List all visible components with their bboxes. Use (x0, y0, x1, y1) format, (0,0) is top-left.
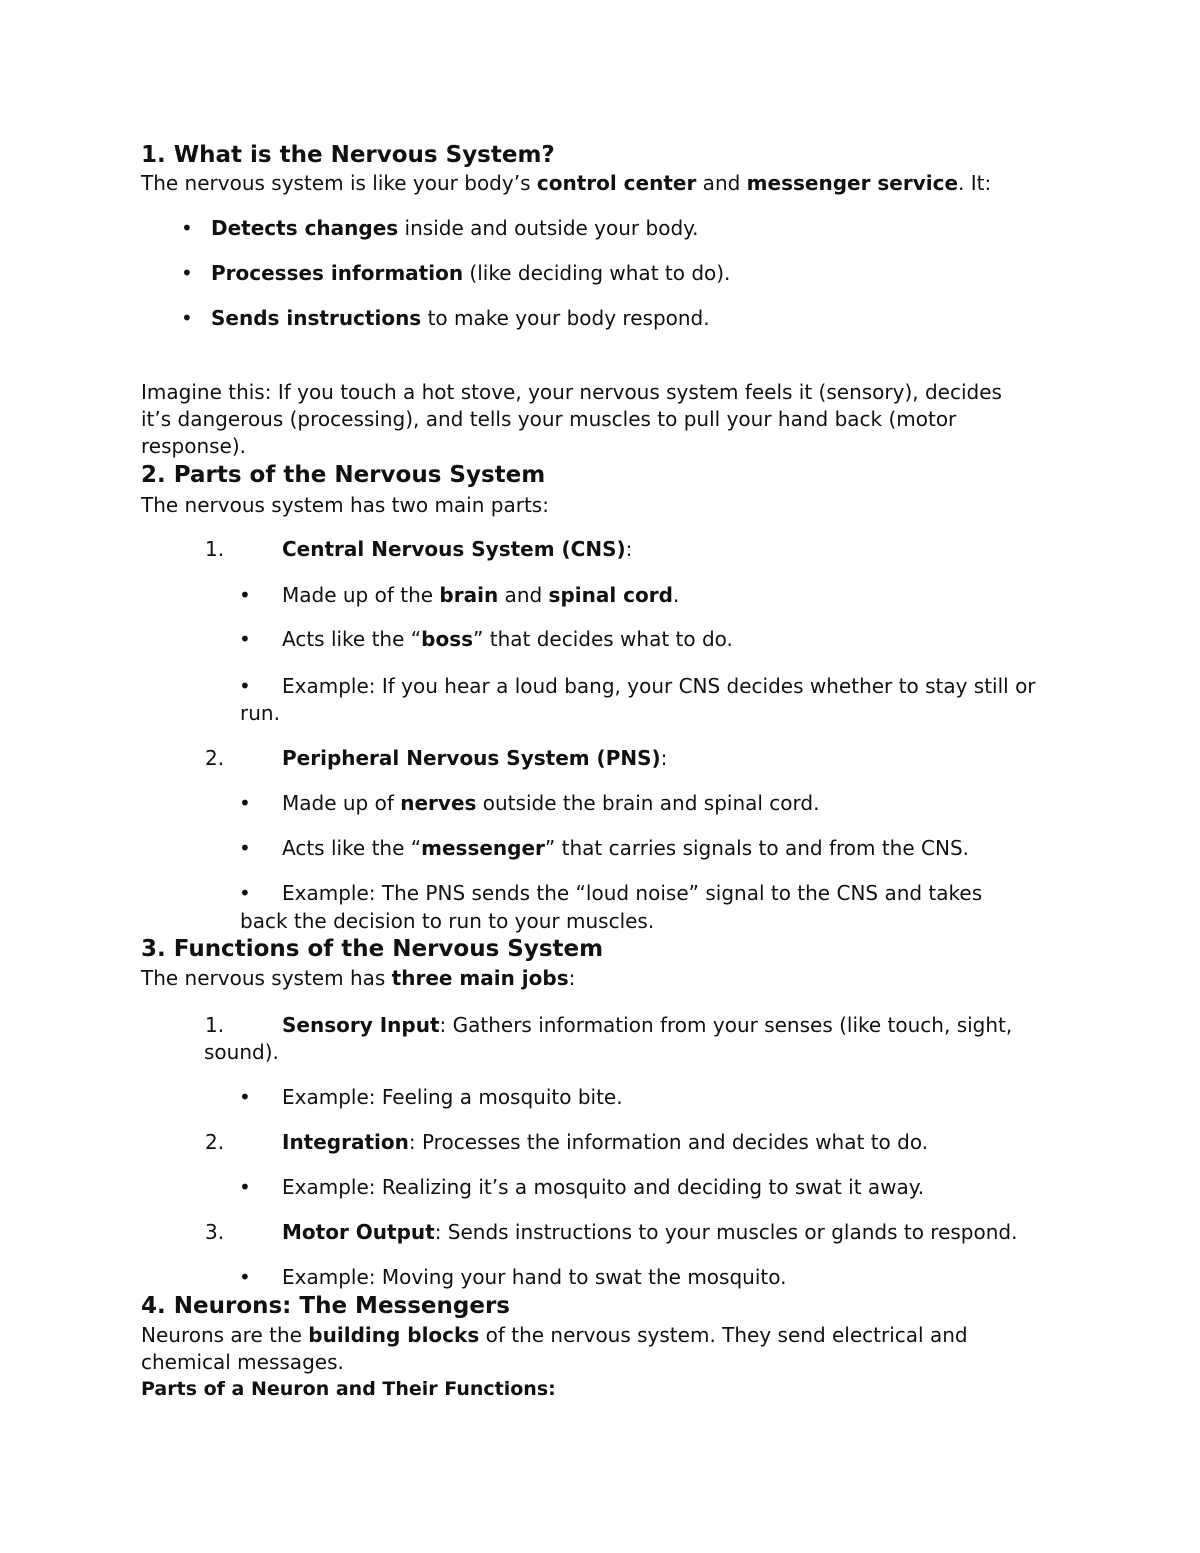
list-item-cont: sound). (204, 1040, 279, 1064)
cns-title: Central Nervous System (CNS): (282, 537, 633, 561)
list-item: Detects changes inside and outside your body. (211, 216, 699, 240)
section-3-heading: 3. Functions of the Nervous System (141, 936, 604, 962)
pns-title: Peripheral Nervous System (PNS): (282, 746, 668, 770)
bullet-icon: • (181, 306, 193, 330)
list-item: Integration: Processes the information and decides what to do. (282, 1130, 929, 1154)
section-4-heading: 4. Neurons: The Messengers (141, 1293, 510, 1319)
section-4-intro: Neurons are the building blocks of the nervous system. They send electrical and (141, 1323, 968, 1347)
list-item-cont: run. (240, 701, 280, 725)
bullet-icon: • (239, 627, 251, 651)
bullet-icon: • (239, 836, 251, 860)
list-item: Acts like the “boss” that decides what to do. (282, 627, 733, 651)
neuron-parts-subheading: Parts of a Neuron and Their Functions: (141, 1378, 556, 1400)
bullet-icon: • (239, 791, 251, 815)
bullet-icon: • (239, 674, 251, 698)
list-item: Example: Feeling a mosquito bite. (282, 1085, 623, 1109)
section-1-heading: 1. What is the Nervous System? (141, 142, 555, 168)
imagine-line: Imagine this: If you touch a hot stove, your nervous system feels it (sensory), decides (141, 380, 1002, 404)
list-item: Example: Realizing it’s a mosquito and deciding to swat it away. (282, 1175, 925, 1199)
list-item: Acts like the “messenger” that carries signals to and from the CNS. (282, 836, 969, 860)
list-number: 1. (205, 537, 225, 561)
list-number: 2. (205, 746, 225, 770)
bullet-icon: • (181, 216, 193, 240)
section-3-intro: The nervous system has three main jobs: (141, 966, 576, 990)
list-item: Example: The PNS sends the “loud noise” signal to the CNS and takes (282, 881, 983, 905)
section-2-intro: The nervous system has two main parts: (141, 493, 549, 517)
list-number: 2. (205, 1130, 225, 1154)
list-item: Motor Output: Sends instructions to your muscles or glands to respond. (282, 1220, 1018, 1244)
list-item: Made up of nerves outside the brain and spinal cord. (282, 791, 820, 815)
list-item: Sends instructions to make your body respond. (211, 306, 710, 330)
section-2-heading: 2. Parts of the Nervous System (141, 462, 546, 488)
list-item: Example: If you hear a loud bang, your CNS decides whether to stay still or (282, 674, 1036, 698)
bullet-icon: • (181, 261, 193, 285)
bullet-icon: • (239, 583, 251, 607)
list-number: 1. (205, 1013, 225, 1037)
bullet-icon: • (239, 881, 251, 905)
list-item: Sensory Input: Gathers information from your senses (like touch, sight, (282, 1013, 1013, 1037)
imagine-line: it’s dangerous (processing), and tells your muscles to pull your hand back (motor (141, 407, 957, 431)
section-1-intro: The nervous system is like your body’s control center and messenger service. It: (141, 171, 992, 195)
list-item: Processes information (like deciding what to do). (211, 261, 731, 285)
section-4-intro-cont: chemical messages. (141, 1350, 344, 1374)
bullet-icon: • (239, 1175, 251, 1199)
imagine-line: response). (141, 434, 246, 458)
bullet-icon: • (239, 1085, 251, 1109)
list-item-cont: back the decision to run to your muscles. (240, 909, 655, 933)
list-item: Example: Moving your hand to swat the mosquito. (282, 1265, 787, 1289)
list-number: 3. (205, 1220, 225, 1244)
list-item: Made up of the brain and spinal cord. (282, 583, 680, 607)
bullet-icon: • (239, 1265, 251, 1289)
